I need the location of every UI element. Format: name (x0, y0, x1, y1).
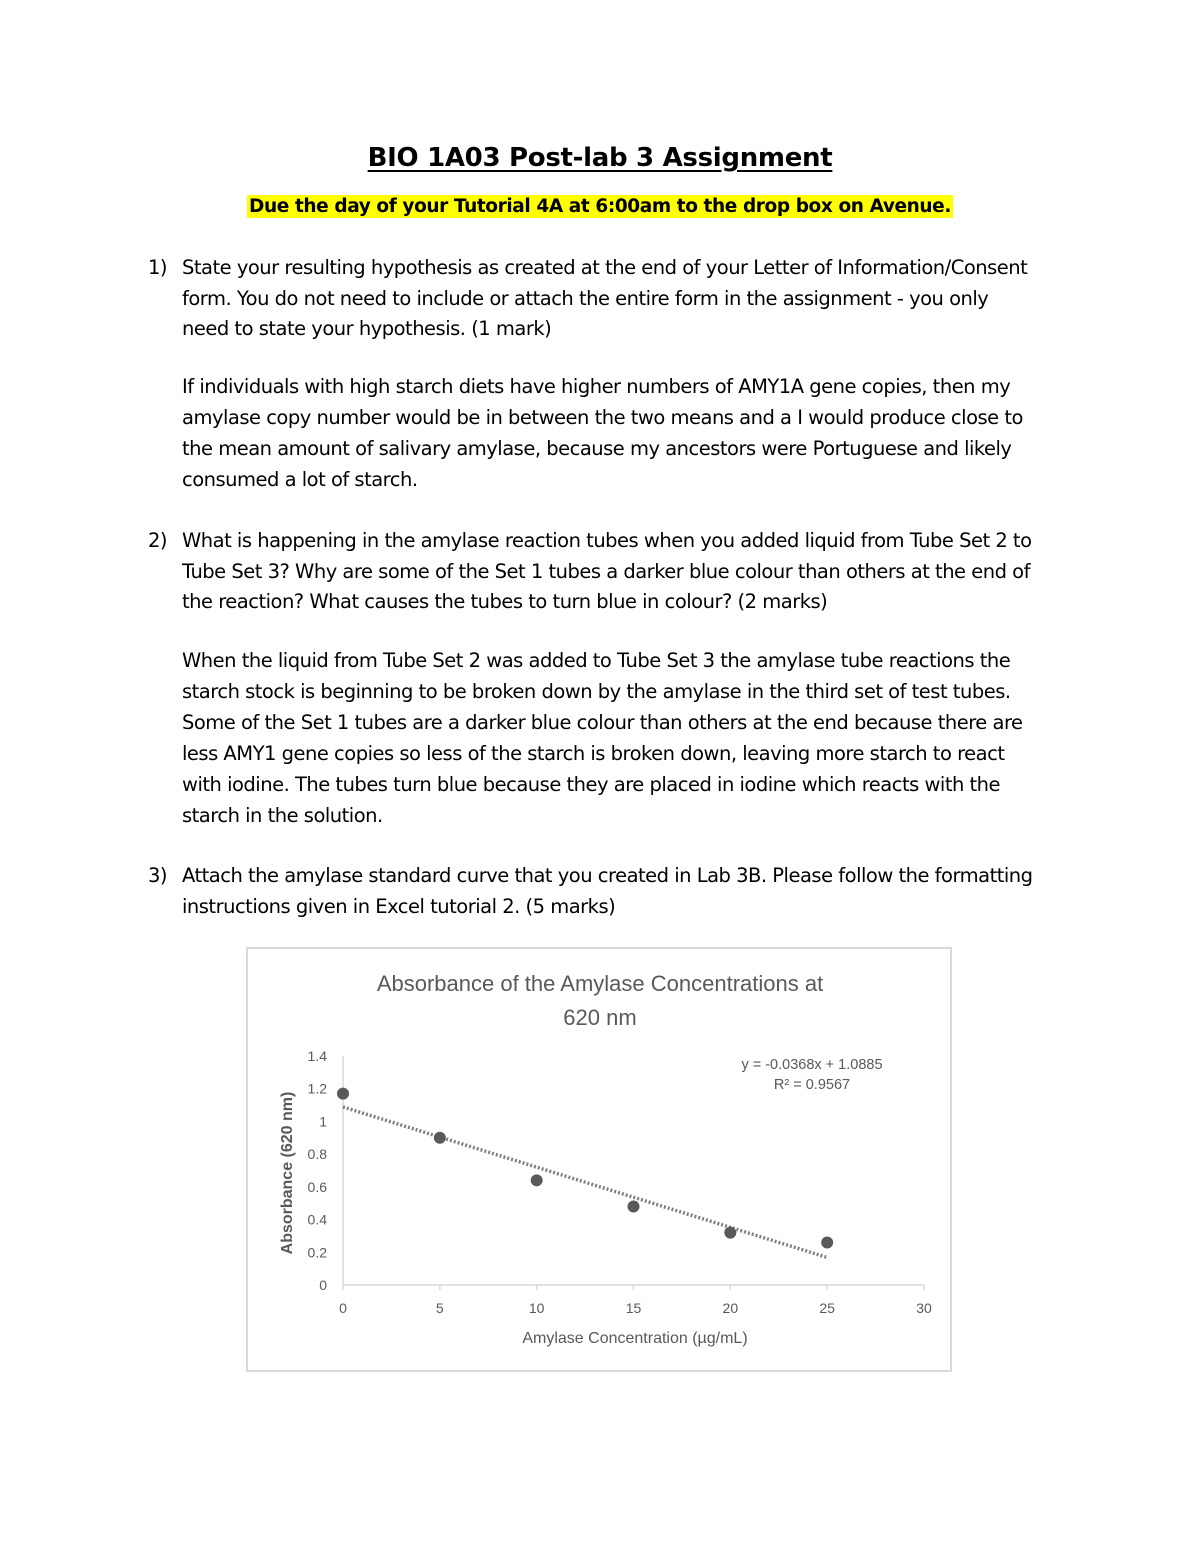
data-point (434, 1132, 446, 1144)
y-tick-label: 0.8 (307, 1146, 327, 1163)
data-point (628, 1200, 640, 1212)
trendline (343, 1107, 827, 1257)
data-point (724, 1227, 736, 1239)
x-axis-label: Amylase Concentration (µg/mL) (522, 1330, 748, 1347)
trendline-r-squared: R² = 0.9567 (773, 1077, 851, 1093)
x-tick-label: 20 (722, 1300, 739, 1316)
y-tick-label: 0.6 (307, 1178, 327, 1195)
trendline-equation: y = -0.0368x + 1.0885 (741, 1057, 883, 1073)
y-tick-label: 0.4 (307, 1211, 327, 1228)
y-tick-label: 1 (319, 1113, 327, 1130)
chart-title-line-2: 620 nm (563, 1005, 637, 1030)
chart-title-line-1: Absorbance of the Amylase Concentrations at (376, 971, 824, 996)
x-tick-label: 10 (528, 1300, 545, 1316)
y-tick-label: 1.4 (307, 1048, 327, 1064)
x-tick-label: 25 (819, 1300, 835, 1316)
due-highlight: Due the day of your Tutorial 4A at 6:00am to the drop box on Avenue. (249, 196, 951, 217)
question-text: Attach the amylase standard curve that you created in Lab 3B. Please follow the formatting instructions given in Excel tutorial 2. (5 marks) (182, 864, 1033, 918)
question-1 (148, 253, 1068, 345)
question-number: 1) (148, 256, 168, 279)
due-notice (0, 196, 1200, 217)
x-tick-label: 5 (435, 1300, 444, 1316)
x-axis (339, 1285, 932, 1316)
question-number: 2) (148, 529, 168, 552)
data-point (337, 1088, 349, 1100)
y-axis-label: Absorbance (620 nm) (279, 1091, 296, 1255)
y-axis (308, 1048, 343, 1293)
question-text: State your resulting hypothesis as created at the end of your Letter of Information/Consent form. You do not need to include or attach the entire form in the assignment - you only need to state your hypothesis. (1 mark) (182, 256, 1028, 340)
question-text: What is happening in the amylase reaction tubes when you added liquid from Tube Set 2 to Tube Set 3? Why are some of the Set 1 tubes a darker blue colour than others at the end of the reaction? What causes the tubes to turn blue in colour? (2 marks) (182, 529, 1032, 613)
question-3 (148, 861, 1068, 922)
question-2 (148, 526, 1068, 618)
trendline-path (343, 1107, 827, 1257)
y-tick-label: 0 (319, 1277, 327, 1293)
answer-2: When the liquid from Tube Set 2 was added to Tube Set 3 the amylase tube reactions the starch stock is beginning to be broken down by the amylase in the third set of test tubes. Some of the Set 1 tubes are a darker blue colour than others at the end because there are less AMY1 gene copies so less of the starch is broken down, leaving more starch to react with iodine. The tubes turn blue because they are placed in iodine which reacts with the starch in the solution. (182, 649, 1023, 827)
x-tick-label: 30 (916, 1300, 932, 1316)
y-tick-label: 1.2 (307, 1080, 327, 1097)
x-tick-label: 15 (625, 1300, 642, 1316)
data-points (337, 1088, 833, 1249)
answer-1: If individuals with high starch diets have higher numbers of AMY1A gene copies, then my amylase copy number would be in between the two means and a I would produce close to the mean amount of salivary amylase, because my ancestors were Portuguese and likely consumed a lot of starch. (182, 375, 1023, 491)
page-title: BIO 1A03 Post-lab 3 Assignment (367, 143, 833, 173)
chart-canvas (248, 949, 950, 1370)
x-tick-label: 0 (339, 1300, 347, 1316)
data-point (821, 1236, 833, 1248)
question-number: 3) (148, 864, 168, 887)
y-tick-label: 0.2 (307, 1244, 327, 1261)
data-point (531, 1174, 543, 1186)
standard-curve-chart (246, 947, 952, 1372)
